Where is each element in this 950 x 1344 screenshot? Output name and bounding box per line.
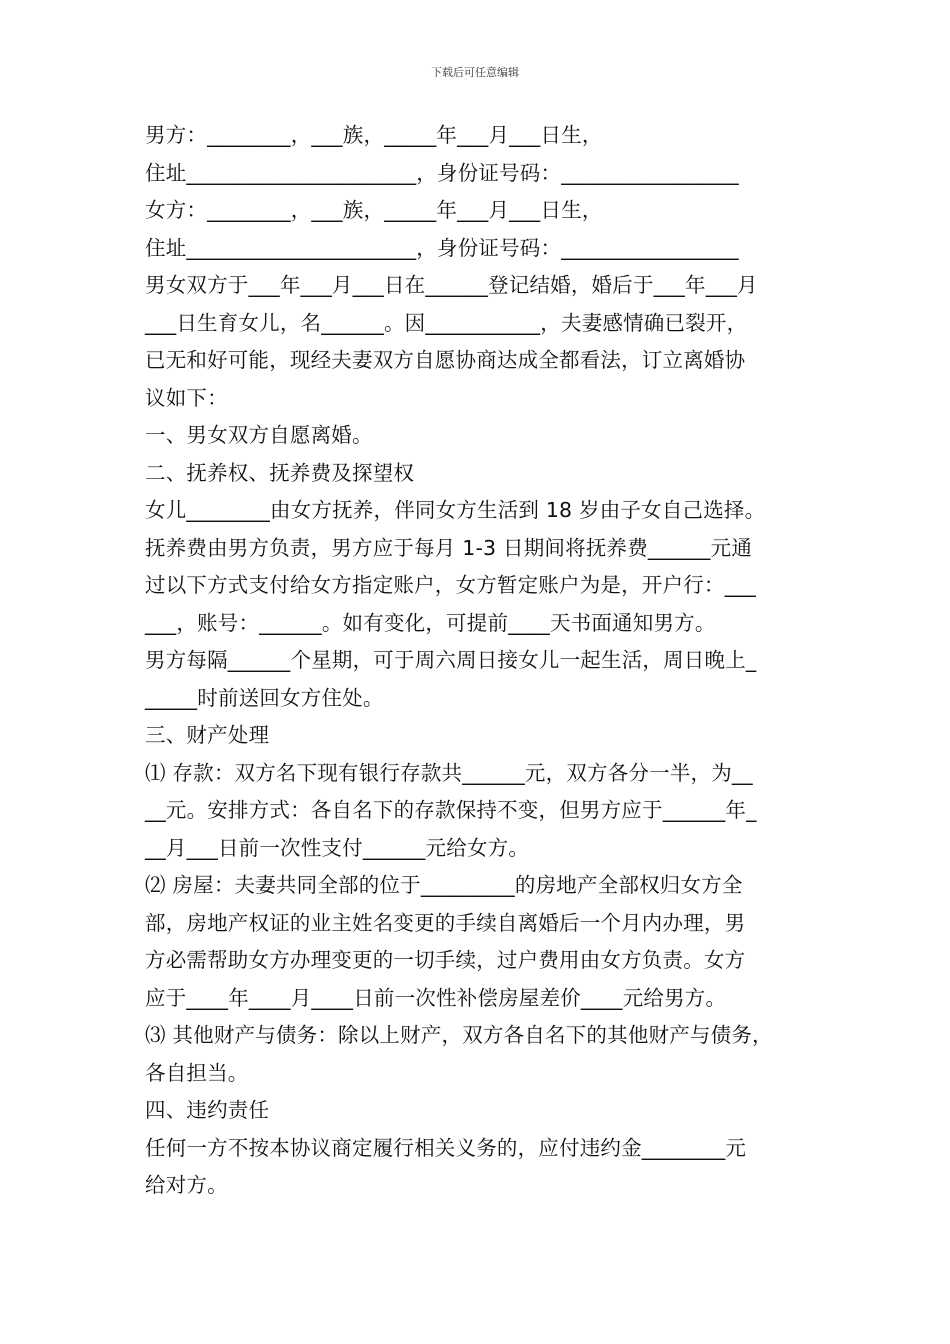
- paragraph-line: 方必需帮助女方办理变更的一切手续，过户费用由女方负责。女方: [145, 948, 746, 972]
- line-woman-info: 女方：________，___族，_____年___月___日生，: [145, 198, 603, 222]
- line-man-address: 住址______________________，身份证号码：_________________: [145, 160, 739, 185]
- paragraph-line: _____时前送回女方住处。: [145, 685, 384, 710]
- section-heading-1: 一、男女双方自愿离婚。: [145, 423, 373, 447]
- paragraph-line: 部，房地产权证的业主姓名变更的手续自离婚后一个月内办理，男: [145, 910, 746, 935]
- paragraph-line: ⑵ 房屋：夫妻共同全部的位于_________的房地产全部权归女方全: [145, 873, 743, 897]
- paragraph-line: ⑶ 其他财产与债务：除以上财产，双方各自名下的其他财产与债务，: [145, 1023, 773, 1047]
- line-man-info: 男方：________，___族，_____年___月___日生，: [145, 123, 603, 147]
- line-woman-address: 住址______________________，身份证号码：_________________: [145, 235, 739, 260]
- paragraph-line: 议如下：: [145, 385, 228, 410]
- paragraph-line: 女儿________由女方抚养，伴同女方生活到 18 岁由子女自己选择。: [145, 498, 766, 522]
- paragraph-line: 各自担当。: [145, 1060, 249, 1085]
- paragraph-line: __月___日前一次性支付______元给女方。: [145, 835, 530, 860]
- paragraph-line: ___日生育女儿，名______。因___________，夫妻感情确已裂开，: [145, 310, 748, 335]
- paragraph-line: 已无和好可能，现经夫妻双方自愿协商达成全都看法，订立离婚协: [145, 348, 746, 372]
- paragraph-line: 应于____年____月____日前一次性补偿房屋差价____元给男方。: [145, 985, 727, 1010]
- paragraph-line: 男方每隔______个星期，可于周六周日接女儿一起生活，周日晚上_: [145, 648, 757, 672]
- document-body: [145, 117, 835, 1205]
- paragraph-line: ⑴ 存款：双方名下现有银行存款共______元，双方各分一半，为__: [145, 760, 753, 785]
- paragraph-line: ___，账号：______。如有变化，可提前____天书面通知男方。: [145, 610, 716, 635]
- section-heading-4: 四、违约责任: [145, 1098, 270, 1122]
- section-heading-3: 三、财产处理: [145, 723, 270, 747]
- page-header: 下载后可任意编辑: [431, 66, 519, 79]
- paragraph-line: 男女双方于___年___月___日在______登记结婚，婚后于___年___月: [145, 273, 758, 297]
- paragraph-line: 任何一方不按本协议商定履行相关义务的，应付违约金________元: [145, 1135, 747, 1160]
- section-heading-2: 二、抚养权、抚养费及探望权: [145, 460, 415, 485]
- paragraph-line: 给对方。: [145, 1173, 228, 1197]
- paragraph-line: __元。安排方式：各自名下的存款保持不变，但男方应于______年_: [145, 798, 757, 822]
- paragraph-line: 抚养费由男方负责，男方应于每月 1-3 日期间将抚养费______元通: [145, 535, 753, 560]
- paragraph-line: 过以下方式支付给女方指定账户，女方暂定账户为是，开户行：___: [145, 573, 756, 597]
